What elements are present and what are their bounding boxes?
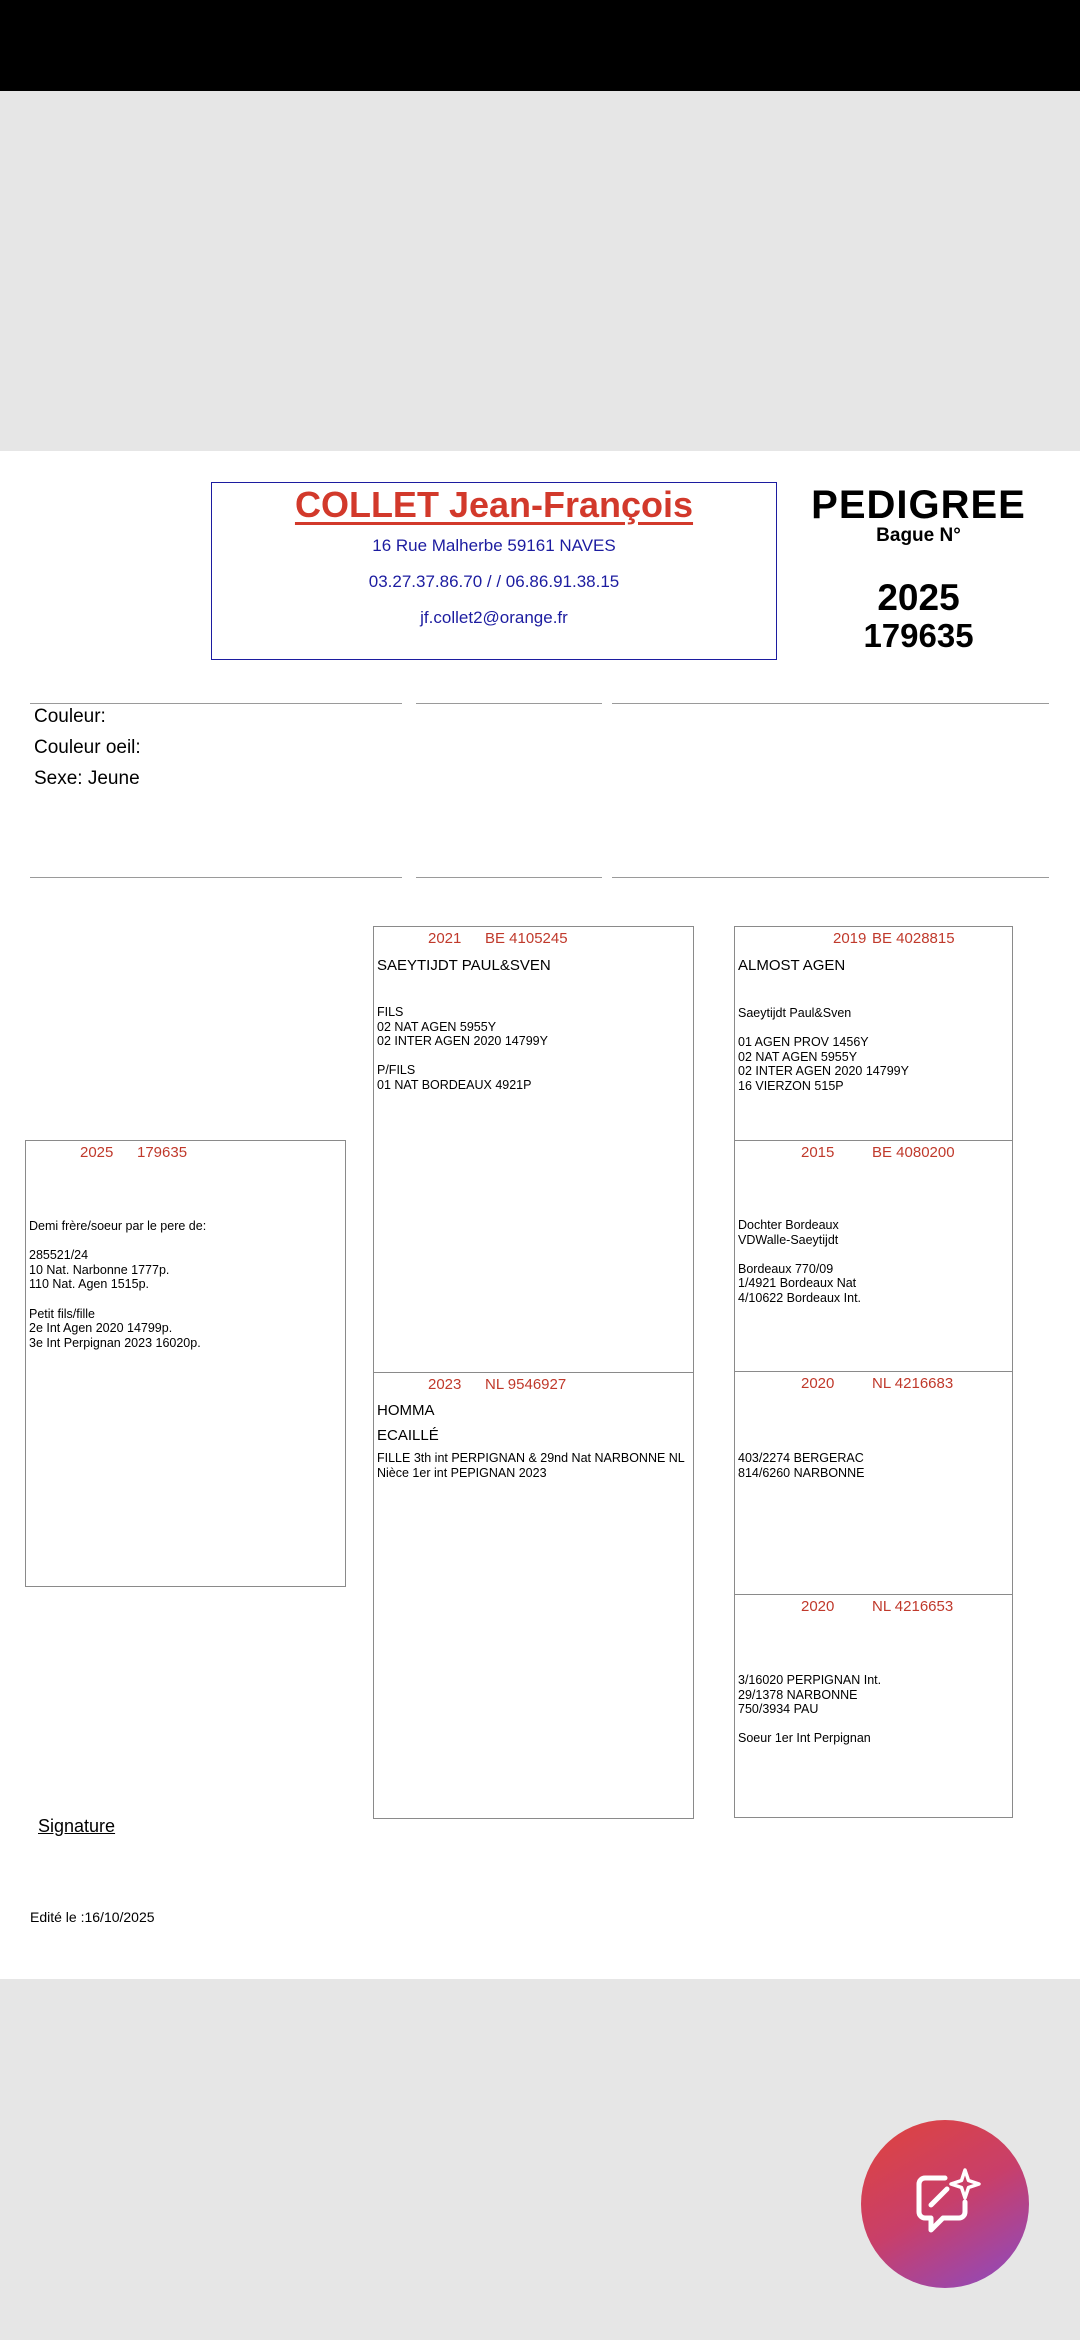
couleur-oeil-label: Couleur oeil: (34, 737, 141, 758)
owner-box (211, 482, 777, 660)
note-line: 29/1378 NARBONNE (738, 1687, 858, 1702)
subject-ring: 179635 (137, 1144, 188, 1161)
note-line: 02 NAT AGEN 5955Y (377, 1019, 497, 1034)
dam-name: HOMMA (377, 1402, 435, 1419)
note-line: 3e Int Perpignan 2023 16020p. (29, 1335, 201, 1350)
note-line: 01 NAT BORDEAUX 4921P (377, 1077, 532, 1092)
signature-label: Signature (38, 1816, 116, 1836)
note-line: P/FILS (377, 1063, 416, 1078)
divider (612, 703, 1049, 704)
note-line (738, 1021, 909, 1036)
subject-card (25, 1140, 346, 1587)
note-line: 403/2274 BERGERAC (738, 1451, 864, 1465)
owner-address: 16 Rue Malherbe 59161 NAVES (372, 536, 616, 555)
note-line: 814/6260 NARBONNE (738, 1465, 865, 1480)
owner-phones: 03.27.37.86.70 / / 06.86.91.38.15 (368, 572, 620, 591)
owner-name: COLLET Jean-François (294, 484, 694, 525)
note-line: 3/16020 PERPIGNAN Int. (738, 1673, 882, 1687)
grandsire-maternal-year: 2020 (801, 1375, 835, 1392)
note-line: 02 NAT AGEN 5955Y (738, 1049, 858, 1064)
note-line: Dochter Bordeaux (738, 1218, 839, 1232)
note-line: Petit fils/fille (29, 1306, 95, 1321)
divider (416, 877, 602, 878)
sire-ring: BE 4105245 (485, 930, 568, 947)
note-line: FILS (377, 1005, 404, 1019)
subject-notes (29, 1219, 206, 1350)
note-line (29, 1234, 206, 1249)
divider (30, 877, 402, 878)
grandsire-paternal-name: ALMOST AGEN (738, 957, 846, 974)
note-line: 4/10622 Bordeaux Int. (738, 1290, 862, 1305)
sire-card (373, 926, 694, 1373)
dam-color: ECAILLÉ (377, 1427, 439, 1444)
note-line: 285521/24 (29, 1248, 89, 1263)
sire-name: SAEYTIJDT PAUL&SVEN (377, 957, 551, 974)
note-line: FILLE 3th int PERPIGNAN & 29nd Nat NARBONNE NL (377, 1451, 685, 1465)
status-bar (0, 0, 1080, 91)
pedigree-title: PEDIGREE (811, 483, 1026, 527)
grandsire-paternal-notes (738, 1006, 909, 1094)
note-line (29, 1292, 206, 1307)
sire-notes (377, 1005, 548, 1093)
subject-year: 2025 (80, 1144, 114, 1161)
dam-notes (377, 1451, 685, 1480)
note-line (377, 1049, 548, 1064)
bague-year: 2025 (877, 577, 960, 618)
note-line (738, 1717, 881, 1732)
bague-number: 179635 (863, 617, 974, 654)
grandsire-paternal-year: 2019 (833, 930, 867, 947)
edited-date: Edité le :16/10/2025 (30, 1909, 155, 1925)
granddam-maternal-year: 2020 (801, 1598, 835, 1615)
note-line: Demi frère/soeur par le pere de: (29, 1219, 207, 1233)
granddam-maternal-ring: NL 4216653 (872, 1598, 954, 1615)
divider (416, 703, 602, 704)
note-line: 2e Int Agen 2020 14799p. (29, 1321, 173, 1336)
dam-year: 2023 (428, 1376, 462, 1393)
grandsire-maternal-ring: NL 4216683 (872, 1375, 954, 1392)
dam-ring: NL 9546927 (485, 1376, 567, 1393)
grandsire-paternal-ring: BE 4028815 (872, 930, 955, 947)
note-line: 750/3934 PAU (738, 1702, 819, 1717)
couleur-label: Couleur: (34, 706, 106, 727)
note-line: 10 Nat. Narbonne 1777p. (29, 1262, 170, 1277)
note-line: Saeytijdt Paul&Sven (738, 1006, 852, 1020)
note-line: 16 VIERZON 515P (738, 1078, 844, 1093)
granddam-maternal-notes (738, 1673, 881, 1746)
pedigree-document (0, 451, 1080, 1979)
sexe-label: Sexe: Jeune (34, 768, 140, 789)
note-line: Nièce 1er int PEPIGNAN 2023 (377, 1465, 547, 1480)
bague-label: Bague N° (876, 525, 961, 546)
sire-year: 2021 (428, 930, 462, 947)
divider (612, 877, 1049, 878)
ai-chat-sparkle-icon (909, 2168, 981, 2240)
grandsire-maternal-card (734, 1371, 1013, 1595)
note-line: 110 Nat. Agen 1515p. (29, 1277, 150, 1292)
note-line: 01 AGEN PROV 1456Y (738, 1035, 869, 1050)
granddam-paternal-ring: BE 4080200 (872, 1144, 955, 1161)
granddam-paternal-notes (738, 1218, 861, 1306)
note-line: 02 INTER AGEN 2020 14799Y (377, 1034, 548, 1049)
ai-chat-button[interactable] (861, 2120, 1029, 2288)
note-line: 1/4921 Bordeaux Nat (738, 1276, 857, 1291)
granddam-paternal-card (734, 1140, 1013, 1372)
note-line: Bordeaux 770/09 (738, 1261, 834, 1276)
note-line: VDWalle-Saeytijdt (738, 1232, 839, 1247)
granddam-maternal-card (734, 1594, 1013, 1818)
divider (30, 703, 402, 704)
grandsire-paternal-card (734, 926, 1013, 1141)
owner-email: jf.collet2@orange.fr (420, 608, 568, 627)
dam-card (373, 1372, 694, 1819)
note-line: 02 INTER AGEN 2020 14799Y (738, 1064, 909, 1079)
note-line: Soeur 1er Int Perpignan (738, 1731, 871, 1746)
grandsire-maternal-notes (738, 1451, 864, 1480)
granddam-paternal-year: 2015 (801, 1144, 835, 1161)
note-line (738, 1247, 861, 1262)
